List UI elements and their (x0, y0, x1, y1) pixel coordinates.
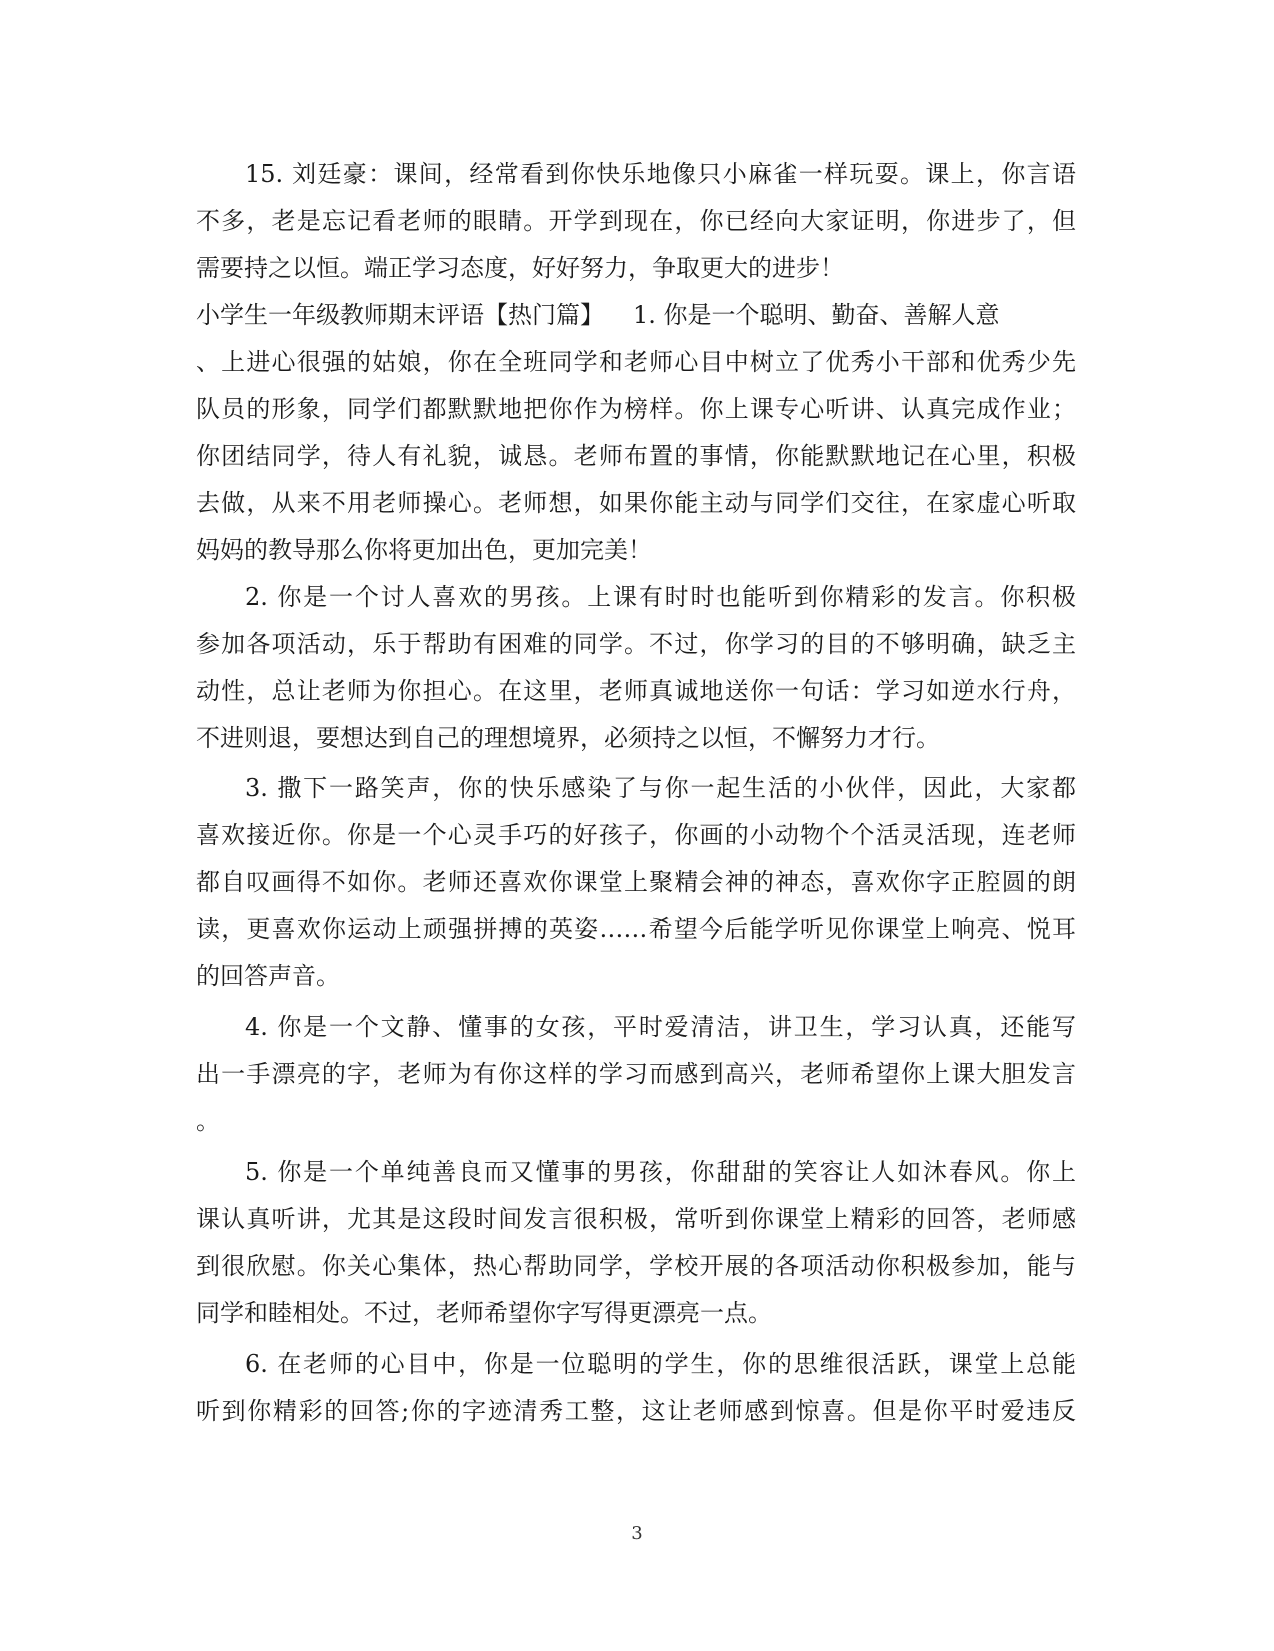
paragraph-1-line-6: 妈妈的教导那么你将更加出色，更加完美！ (196, 536, 652, 564)
paragraph-5-line-4: 同学和睦相处。不过，老师希望你字写得更漂亮一点。 (196, 1299, 772, 1327)
paragraph-2-line-2: 参加各项活动，乐于帮助有困难的同学。不过，你学习的目的不够明确，缺乏主 (196, 630, 1076, 658)
paragraph-4-line-2: 出一手漂亮的字，老师为有你这样的学习而感到高兴，老师希望你上课大胆发言 (196, 1060, 1076, 1088)
paragraph-2-line-1: 2. 你是一个讨人喜欢的男孩。上课有时时也能听到你精彩的发言。你积极 (245, 583, 1076, 611)
paragraph-3-line-3: 都自叹画得不如你。老师还喜欢你课堂上聚精会神的神态，喜欢你字正腔圆的朗 (196, 868, 1076, 896)
paragraph-3-line-2: 喜欢接近你。你是一个心灵手巧的好孩子，你画的小动物个个活灵活现，连老师 (196, 821, 1076, 849)
paragraph-5-line-2: 课认真听讲，尤其是这段时间发言很积极，常听到你课堂上精彩的回答，老师感 (196, 1205, 1076, 1233)
paragraph-6-line-2: 听到你精彩的回答;你的字迹清秀工整，这让老师感到惊喜。但是你平时爱违反 (196, 1397, 1076, 1425)
paragraph-1-line-3: 队员的形象，同学们都默默地把你作为榜样。你上课专心听讲、认真完成作业； (196, 395, 1076, 423)
paragraph-2-line-4: 不进则退，要想达到自己的理想境界，必须持之以恒，不懈努力才行。 (196, 724, 940, 752)
paragraph-15-line-2: 不多，老是忘记看老师的眼睛。开学到现在，你已经向大家证明，你进步了，但 (196, 207, 1076, 235)
paragraph-15-line-3: 需要持之以恒。端正学习态度，好好努力，争取更大的进步！ (196, 254, 844, 282)
section-heading-line (196, 291, 1076, 339)
paragraph-2-line-3: 动性，总让老师为你担心。在这里，老师真诚地送你一句话：学习如逆水行舟， (196, 677, 1076, 705)
paragraph-15-line-1: 15. 刘廷豪：课间，经常看到你快乐地像只小麻雀一样玩耍。课上，你言语 (245, 160, 1076, 188)
paragraph-5-line-3: 到很欣慰。你关心集体，热心帮助同学，学校开展的各项活动你积极参加，能与 (196, 1252, 1076, 1280)
paragraph-3-line-1: 3. 撒下一路笑声，你的快乐感染了与你一起生活的小伙伴，因此，大家都 (245, 774, 1076, 802)
paragraph-1-line-1: 1. 你是一个聪明、勤奋、善解人意 (633, 301, 1000, 329)
paragraph-1-line-4: 你团结同学，待人有礼貌，诚恳。老师布置的事情，你能默默地记在心里，积极 (196, 442, 1076, 470)
paragraph-4-line-3: 。 (196, 1107, 220, 1135)
paragraph-4-line-1: 4. 你是一个文静、懂事的女孩，平时爱清洁，讲卫生，学习认真，还能写 (245, 1013, 1076, 1041)
paragraph-3-line-5: 的回答声音。 (196, 962, 340, 990)
section-heading: 小学生一年级教师期末评语【热门篇】 (196, 301, 604, 329)
paragraph-5-line-1: 5. 你是一个单纯善良而又懂事的男孩，你甜甜的笑容让人如沐春风。你上 (245, 1158, 1076, 1186)
page-number: 3 (631, 1523, 643, 1544)
paragraph-6-line-1: 6. 在老师的心目中，你是一位聪明的学生，你的思维很活跃，课堂上总能 (245, 1350, 1076, 1378)
paragraph-1-line-2: 、上进心很强的姑娘，你在全班同学和老师心目中树立了优秀小干部和优秀少先 (196, 348, 1076, 376)
paragraph-3-line-4: 读，更喜欢你运动上顽强拼搏的英姿……希望今后能学听见你课堂上响亮、悦耳 (196, 915, 1076, 943)
paragraph-1-line-5: 去做，从来不用老师操心。老师想，如果你能主动与同学们交往，在家虚心听取 (196, 489, 1076, 517)
